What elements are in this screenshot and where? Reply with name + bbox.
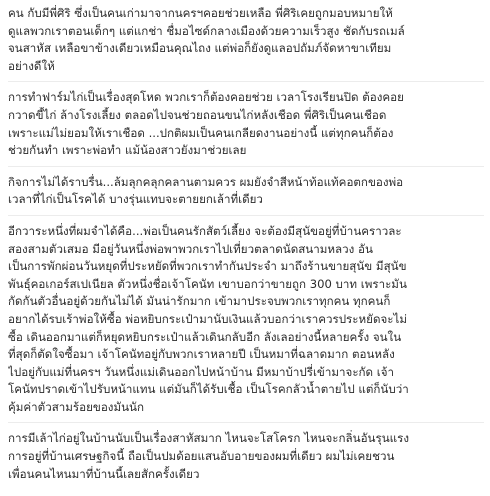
paragraph: [8, 81, 484, 159]
text-line: สองสามตัวเสมอ มีอยู่วันหนึ่งพ่อพาพวกเราไปเที่ยวตลาดนัดสนามหลวง อัน: [8, 241, 373, 256]
paragraph: [8, 422, 484, 483]
paragraph: [8, 1, 484, 75]
text-line: อย่างดีให้: [8, 58, 55, 73]
paragraph: [8, 166, 484, 209]
text-line: โคนัทปราดเข้าไปรับหน้าแทน แต่มันก็ได้รับเชื้อ เป็นโรคกลัวน้ำตายไป แต่ก็นับว่า: [8, 382, 409, 397]
text-line: เป็นการพักผ่อนวันหยุดที่ประหยัดที่พวกเราทำกันประจำ มาถึงร้านขายสุนัข มีสุนัข: [8, 259, 407, 274]
text-line: การทำฟาร์มไก่เป็นเรื่องสุดโหด พวกเราก็ต้องคอยช่วย เวลาโรงเรียนปิด ต้องคอย: [8, 90, 404, 105]
text-line: เพราะแม่ไม่ยอมให้เราเชือด ...ปกติผมเป็นคนเกลียดงานอย่างนี้ แต่ทุกคนก็ต้อง: [8, 125, 394, 140]
text-line: กิจการไม่ได้ราบรื่น...ล้มลุกคลุกคลานตามควร ผมยังจำสีหน้าท้อแท้คอตกของพ่อ: [8, 174, 404, 189]
text-line: คน กับมีพี่ศิริ ซึ่งเป็นคนเก่ามาจากนครฯคอยช่วยเหลือ พี่ศิริเคยถูกมอบหมายให้: [8, 6, 393, 20]
text-line: กวาดขี้ไก่ ล้างโรงเลี้ยง ตลอดไปจนช่วยถอนขนไก่หลังเชือด พี่ศิริเป็นคนเชือด: [8, 107, 387, 122]
text-line: คุ้มค่าตัวสามร้อยของมันนัก: [8, 399, 144, 414]
text-line: ไปอยู่กับแม่ที่นครฯ วันหนึ่งแม่เดินออกไปหน้าบ้าน มีหมาบ้าปรี่เข้ามาจะกัด เจ้า: [8, 364, 395, 379]
text-line: ช่วยกันทำ เพราะพ่อทำ แม้น้องสาวยังมาช่วยเลย: [8, 143, 247, 158]
text-line: ซื้อ เดินออกมาแต่ก็หยุดหยิบกระเป๋าแล้วเดินกลับอีก ลังเลอย่างนี้หลายครั้ง จนใน: [8, 329, 402, 344]
text-line: เพื่อนคนไหนมาที่บ้านนี้เลยสักครั้งเดียว: [8, 466, 200, 481]
paragraph: [8, 215, 484, 417]
text-line: อีกวาระหนึ่งที่ผมจำได้คือ...พ่อเป็นคนรักสัตว์เลี้ยง จะต้องมีสุนัขอยู่ที่บ้านคราวละ: [8, 223, 402, 238]
text-line: เวลาที่ไก่เป็นโรคได้ บางรุ่นแทบจะตายยกเล้าที่เดียว: [8, 192, 263, 207]
text-line: ที่สุดก็ตัดใจซื้อมา เจ้าโคนัทอยู่กับพวกเราหลายปี เป็นหมาที่ฉลาดมาก ตอนหลัง: [8, 347, 395, 362]
text-line: กัดกันตัวอื่นอยู่ด้วยกันไม่ได้ มันน่ารักมาก เข้ามาประจบพวกเราทุกคน ทุกคนก็: [8, 294, 391, 309]
text-line: อยากได้รบเร้าพ่อให้ซื้อ พ่อหยิบกระเป๋ามานับเงินแล้วบอกว่าเราควรประหยัดจะไม่: [8, 311, 407, 326]
text-line: จนสาหัส เหลือขาข้างเดียวเหมือนคุณไถง แต่พ่อก็ยังดูแลอปถัมภ์จัดหาขาเทียม: [8, 41, 392, 56]
text-line: พันธุ์คอเกอร์สเปเนียล ตัวหนึ่งชื่อเจ้าโคนัท เขาบอกว่าขายถูก 300 บาท เพราะมัน: [8, 276, 407, 291]
text-line: การอยู่ที่บ้านเศรษฐกิจนี้ ถือเป็นปมด้อยแสนอับอายของผมที่เดียว ผมไม่เคยชวน: [8, 449, 395, 464]
text-line: ดูแลพวกเราตอนเด็กๆ แต่แกช่า ชื่มอไซด์กลางเมืองด้วยความเร็วสูง ชัดกับรถเมล์: [8, 23, 405, 38]
text-line: การมีเล้าไก่อยู่ในบ้านนับเป็นเรื่องสาหัสมาก ไหนจะโสโครก ไหนจะกลิ่นอันรุนแรง: [8, 431, 409, 446]
